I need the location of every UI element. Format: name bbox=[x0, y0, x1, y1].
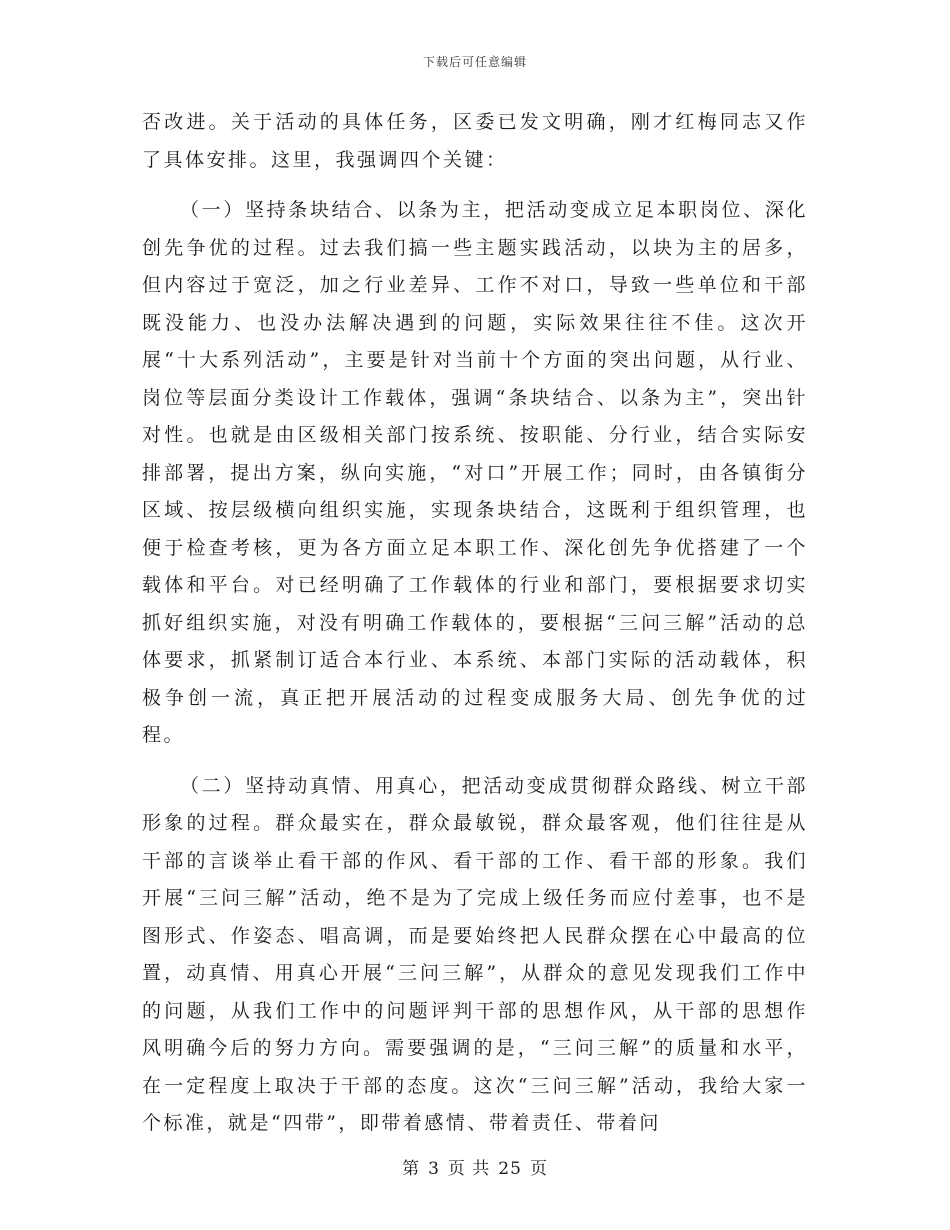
page-header: 下载后可任意编辑 bbox=[422, 55, 527, 69]
footer-middle: 页 共 bbox=[447, 1159, 491, 1179]
page-footer bbox=[0, 1154, 950, 1179]
current-page-number: 3 bbox=[428, 1159, 440, 1179]
total-pages-number: 25 bbox=[498, 1159, 522, 1179]
paragraph-point-one: （一）坚持条块结合、以条为主，把活动变成立足本职岗位、深化创先争优的过程。过去我们搞一些主题实践活动，以块为主的居多，但内容过于宽泛，加之行业差异、工作不对口，导致一些单位和干部既没能力、也没办法解决遇到的问题，实际效果往往不佳。这次开展“十大系列活动”，主要是针对当前十个方面的突出问题，从行业、岗位等层面分类设计工作载体，强调“条块结合、以条为主”，突出针对性。也就是由区级相关部门按系统、按职能、分行业，结合实际安排部署，提出方案，纵向实施，“对口”开展工作；同时，由各镇街分区域、按层级横向组织实施，实现条块结合，这既利于组织管理，也便于检查考核，更为各方面立足本职工作、深化创先争优搭建了一个载体和平台。对已经明确了工作载体的行业和部门，要根据要求切实抓好组织实施，对没有明确工作载体的，要根据“三问三解”活动的总体要求，抓紧制订适合本行业、本系统、本部门实际的活动载体，积极争创一流，真正把开展活动的过程变成服务大局、创先争优的过程。 bbox=[142, 199, 808, 746]
paragraph-point-two: （二）坚持动真情、用真心，把活动变成贯彻群众路线、树立干部形象的过程。群众最实在，群众最敏锐，群众最客观，他们往往是从干部的言谈举止看干部的作风、看干部的工作、看干部的形象。我们开展“三问三解”活动，绝不是为了完成上级任务而应付差事，也不是图形式、作姿态、唱高调，而是要始终把人民群众摆在心中最高的位置，动真情、用真心开展“三问三解”，从群众的意见发现我们工作中的问题，从我们工作中的问题评判干部的思想作风，从干部的思想作风明确今后的努力方向。需要强调的是，“三问三解”的质量和水平，在一定程度上取决于干部的态度。这次“三问三解”活动，我给大家一个标准，就是“四带”，即带着感情、带着责任、带着问 bbox=[142, 774, 808, 1134]
paragraph-continuation: 否改进。关于活动的具体任务，区委已发文明确，刚才红梅同志又作了具体安排。这里，我强调四个关键： bbox=[142, 111, 808, 171]
footer-prefix: 第 bbox=[402, 1159, 421, 1179]
document-body bbox=[142, 104, 808, 1156]
footer-suffix: 页 bbox=[529, 1159, 548, 1179]
